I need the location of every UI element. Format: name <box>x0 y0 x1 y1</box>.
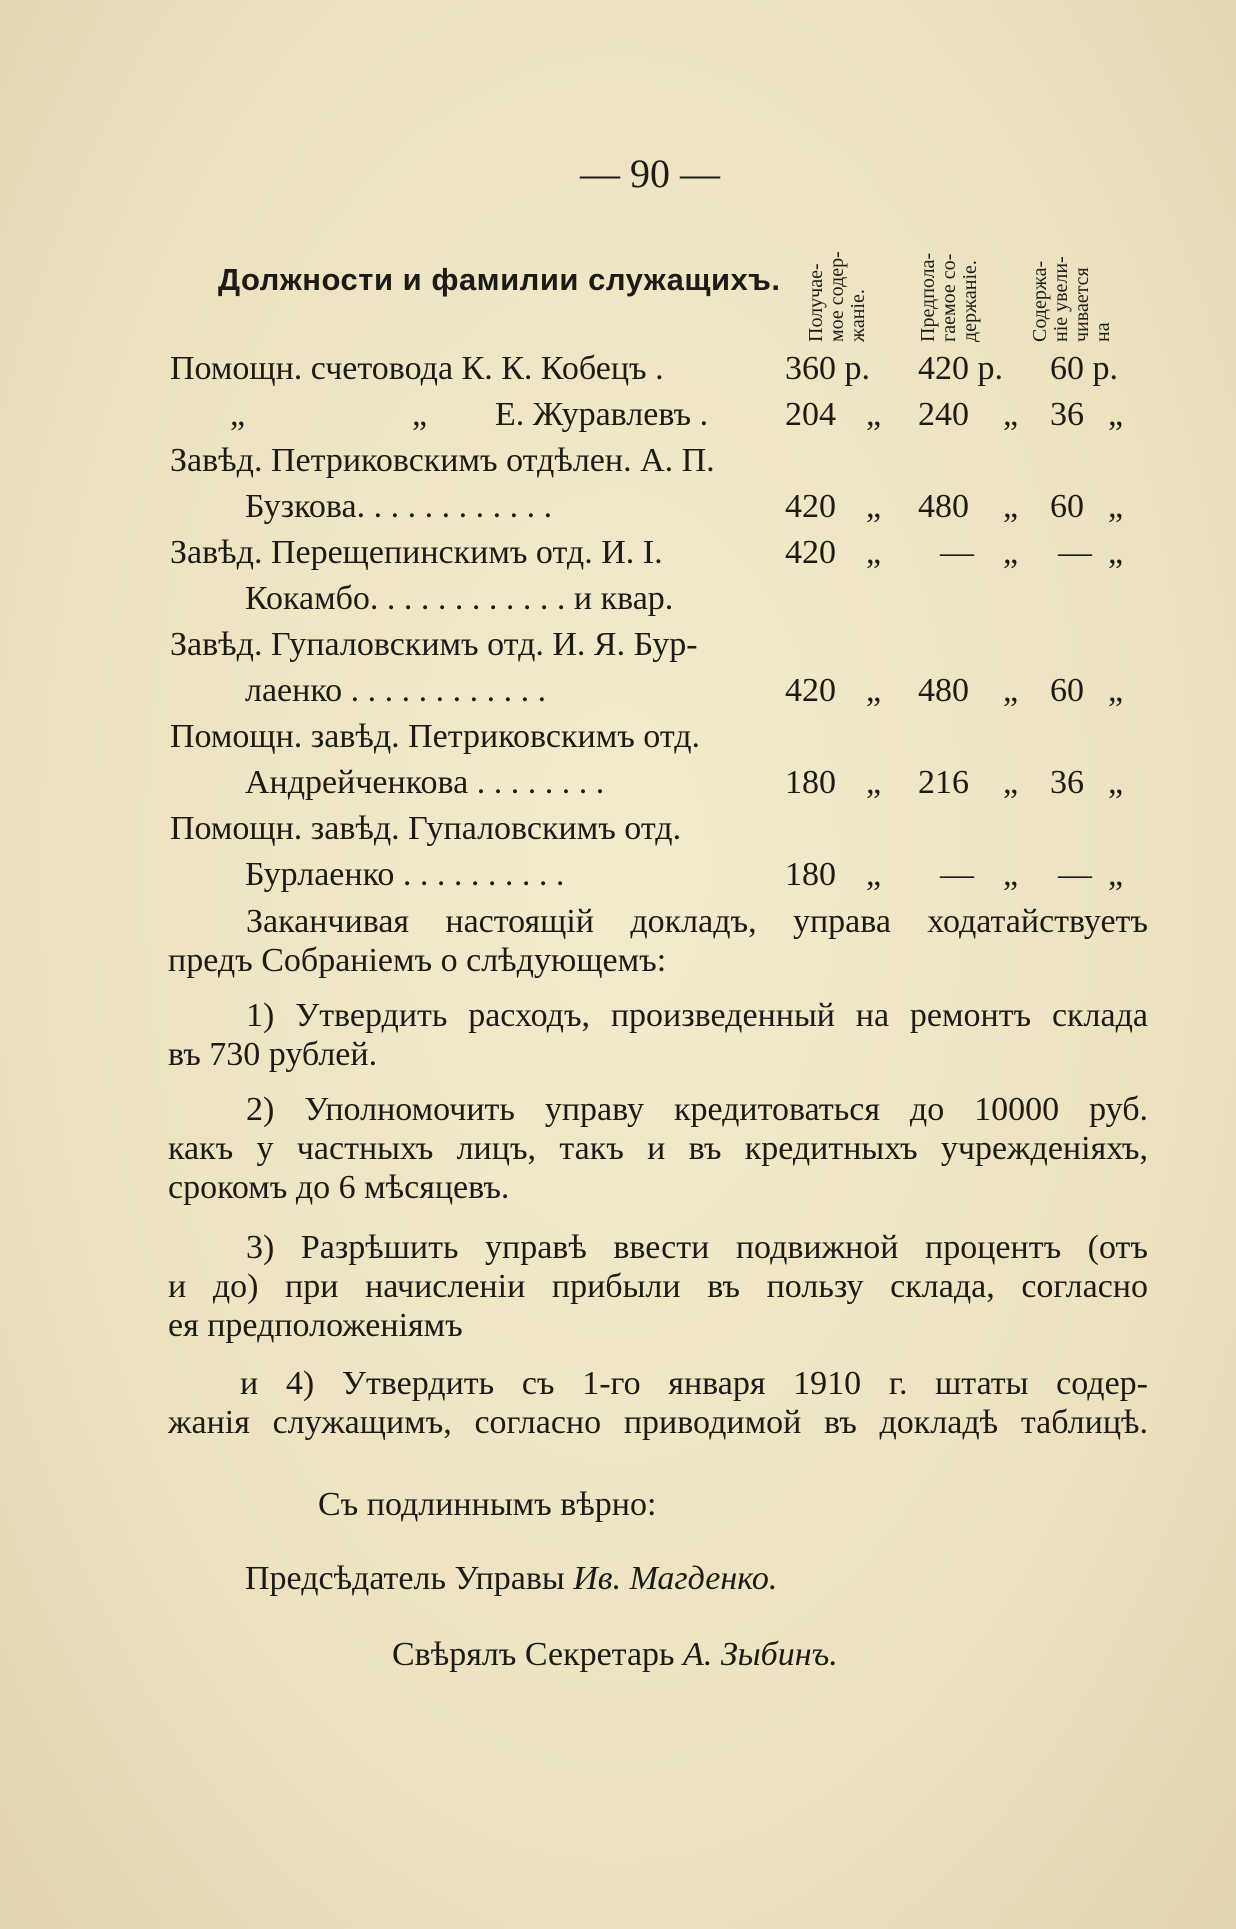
table-row: Бурлаенко . . . . . . . . . . 180 „ — „ — „ <box>245 856 1124 893</box>
column-header-received: Получае- мое содер- жаніе. <box>805 251 869 342</box>
column-header-proposed: Предпола- гаемое со- держаніе. <box>917 252 981 342</box>
secretary-signature: Свѣрялъ Секретарь А. Зыбинъ. <box>392 1636 838 1673</box>
table-row: Помощн. счетовода К. К. Кобецъ . 360 р. 420 р. 60 р. <box>170 350 1118 387</box>
table-row: Андрейченкова . . . . . . . . 180 „ 216 „ 36 „ <box>245 764 1124 801</box>
table-row: Бузкова. . . . . . . . . . . . 420 „ 480 „ 60 „ <box>245 488 1124 525</box>
paragraph-item-3: 3) Разрѣшить управѣ ввести подвижной процентъ (отъ и до) при начисленіи прибыли въ пользу склада, согласно ея предположеніямъ <box>168 1229 1148 1344</box>
paragraph-item-2: 2) Уполномочить управу кредитоваться до 10000 руб. какъ у частныхъ лицъ, такъ и въ кредитныхъ учрежденіяхъ, срокомъ до 6 мѣсяцевъ. <box>168 1091 1148 1206</box>
table-row: Помощн. завѣд. Петриковскимъ отд. <box>170 718 701 755</box>
table-row: Завѣд. Петриковскимъ отдѣлен. А. П. <box>170 442 715 479</box>
table-row: „ „ Е. Журавлевъ . 204 „ 240 „ 36 „ <box>230 396 1124 433</box>
paragraph-intro: Заканчивая настоящій докладъ, управа ходатайствуетъ предъ Собраніемъ о слѣдующемъ: <box>168 903 1148 979</box>
paragraph-item-4: и 4) Утвердить съ 1-го января 1910 г. штаты содер- жанія служащимъ, согласно приводимой въ докладѣ таблицѣ. <box>168 1365 1148 1441</box>
table-header-title: Должности и фамилии служащихъ. <box>218 262 781 297</box>
table-row: Завѣд. Перещепинскимъ отд. И. І. 420 „ — „ — „ <box>170 534 1124 571</box>
chair-signature: Предсѣдатель Управы Ив. Магденко. <box>245 1560 778 1597</box>
table-row: лаенко . . . . . . . . . . . . 420 „ 480 „ 60 „ <box>245 672 1124 709</box>
page-number: — 90 — <box>580 151 720 196</box>
column-header-increase: Содержа- ніе увели- чивается на <box>1029 256 1114 342</box>
table-row: Кокамбо. . . . . . . . . . . . и квар. <box>245 580 674 617</box>
table-row: Помощн. завѣд. Гупаловскимъ отд. <box>170 810 682 847</box>
table-row: Завѣд. Гупаловскимъ отд. И. Я. Бур- <box>170 626 698 663</box>
paragraph-item-1: 1) Утвердить расходъ, произведенный на ремонтъ склада въ 730 рублей. <box>168 997 1148 1073</box>
verified-note: Съ подлиннымъ вѣрно: <box>318 1486 657 1523</box>
